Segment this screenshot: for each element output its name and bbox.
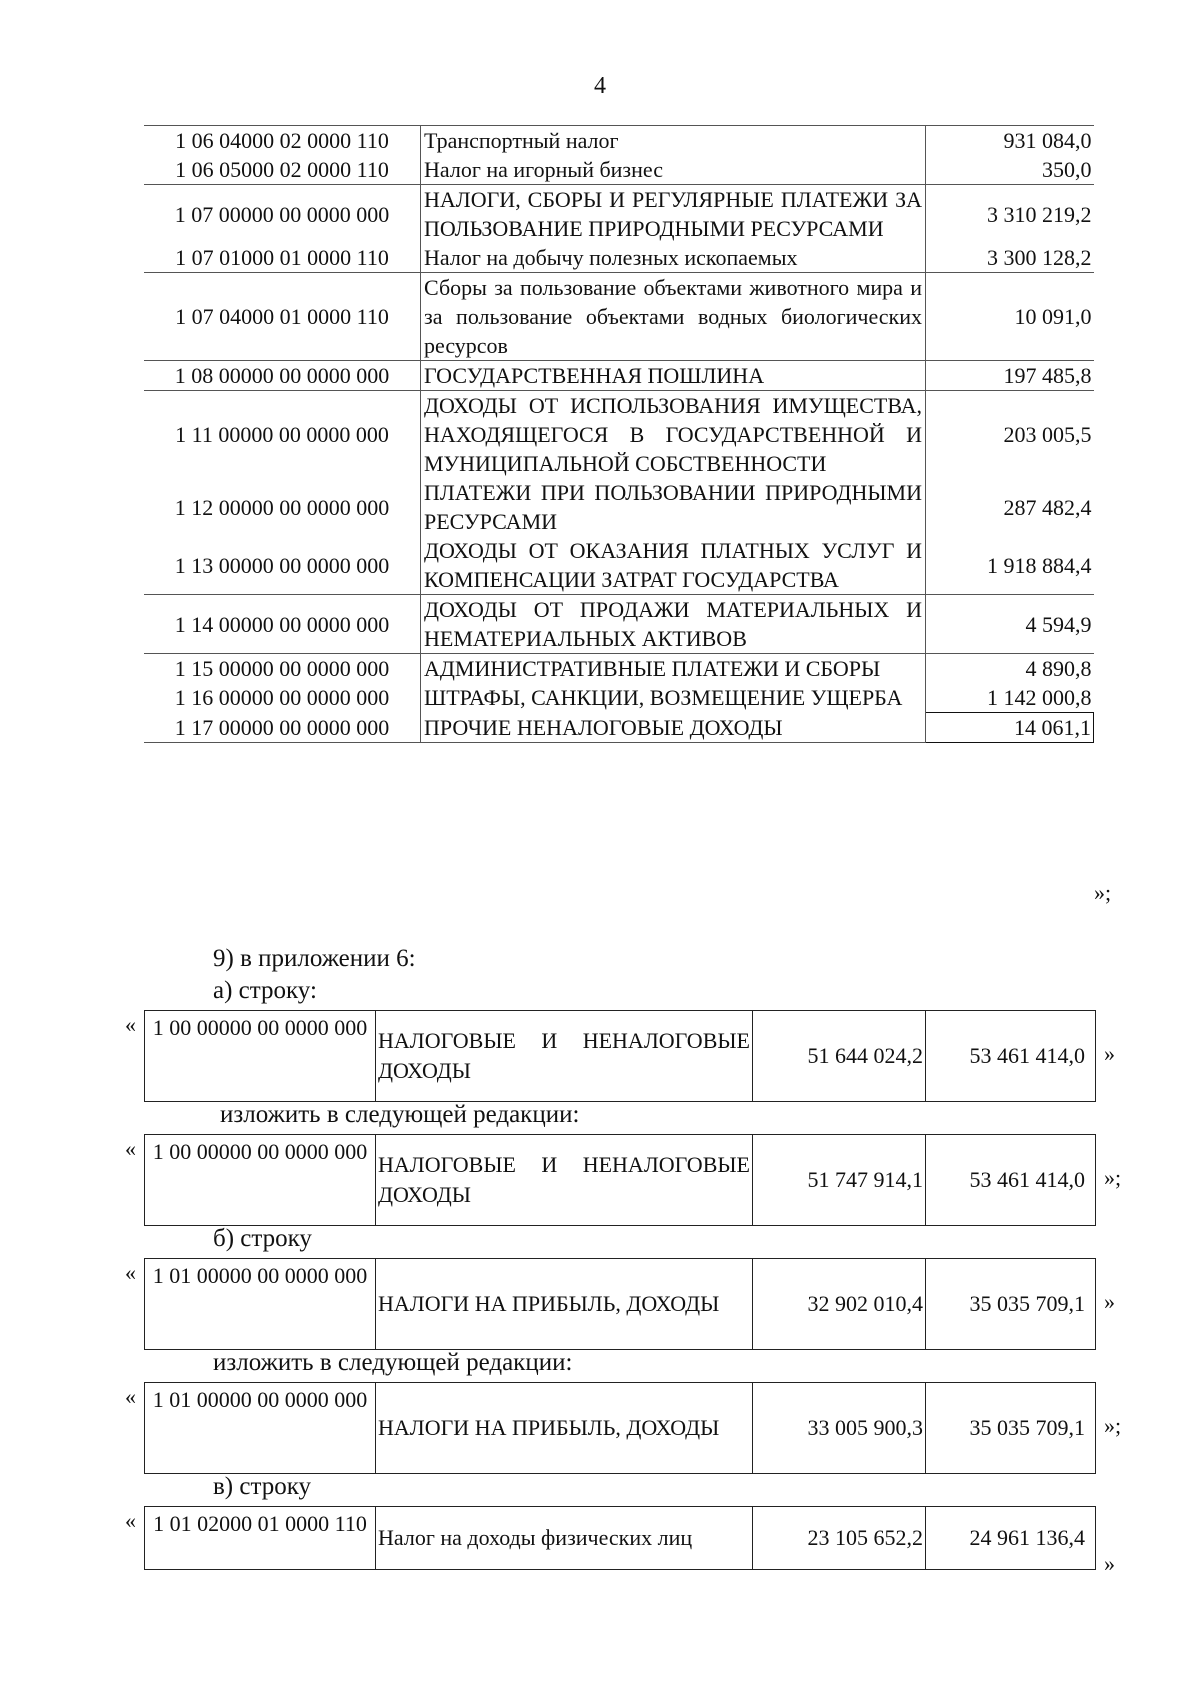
table-row xyxy=(144,273,1094,361)
row-name: НАЛОГИ, СБОРЫ И РЕГУЛЯРНЫЕ ПЛАТЕЖИ ЗА ПОЛЬЗОВАНИЕ ПРИРОДНЫМИ РЕСУРСАМИ xyxy=(421,185,926,244)
table-row xyxy=(144,683,1094,713)
table-row xyxy=(144,713,1094,743)
row-name: АДМИНИСТРАТИВНЫЕ ПЛАТЕЖИ И СБОРЫ xyxy=(421,654,926,684)
amend-value-2: 53 461 414,0 xyxy=(969,1167,1085,1192)
open-quote: « xyxy=(125,1384,136,1409)
item-a-label: а) строку: xyxy=(213,977,317,1004)
row-name: Сборы за пользование объектами животного мира и за пользование объектами водных биологических ресурсов xyxy=(421,273,926,361)
row-name: Транспортный налог xyxy=(421,126,926,156)
amend-value-2: 35 035 709,1 xyxy=(969,1291,1085,1316)
amend-name: Налог на доходы физических лиц xyxy=(376,1507,753,1569)
row-code: 1 06 05000 02 0000 110 xyxy=(175,157,389,182)
row-code: 1 15 00000 00 0000 000 xyxy=(144,654,421,684)
row-name: ШТРАФЫ, САНКЦИИ, ВОЗМЕЩЕНИЕ УЩЕРБА xyxy=(421,683,926,713)
amend-value-2: 53 461 414,0 xyxy=(969,1043,1085,1068)
table-row xyxy=(144,654,1094,684)
amend-code: 1 01 02000 01 0000 110 xyxy=(145,1507,376,1569)
amend-value-2: 35 035 709,1 xyxy=(969,1415,1085,1440)
amend-row-a-new xyxy=(144,1134,1096,1226)
row-amount: 287 482,4 xyxy=(1003,494,1092,520)
amend-code: 1 00 00000 00 0000 000 xyxy=(145,1135,376,1225)
row-amount: 4 890,8 xyxy=(926,654,1094,684)
row-code: 1 14 00000 00 0000 000 xyxy=(144,595,421,654)
row-name: ПРОЧИЕ НЕНАЛОГОВЫЕ ДОХОДЫ xyxy=(421,713,926,743)
row-name: ПЛАТЕЖИ ПРИ ПОЛЬЗОВАНИИ ПРИРОДНЫМИ РЕСУРСАМИ xyxy=(421,478,926,536)
page-number: 4 xyxy=(594,73,606,99)
amend-code: 1 01 00000 00 0000 000 xyxy=(145,1259,376,1349)
revenue-table xyxy=(144,125,1094,743)
amend-value-1: 51 747 914,1 xyxy=(753,1135,926,1225)
replace-label: изложить в следующей редакции: xyxy=(220,1101,580,1128)
open-quote: « xyxy=(125,1508,136,1533)
section-9-heading: 9) в приложении 6: xyxy=(213,945,416,972)
table-row xyxy=(144,391,1094,479)
amend-code: 1 00 00000 00 0000 000 xyxy=(145,1011,376,1101)
row-code: 1 16 00000 00 0000 000 xyxy=(174,685,390,711)
row-amount: 4 594,9 xyxy=(926,595,1094,654)
row-amount: 197 485,8 xyxy=(926,361,1094,391)
table-row xyxy=(144,536,1094,595)
table-row xyxy=(144,478,1094,536)
row-name: Налог на игорный бизнес xyxy=(421,155,926,185)
open-quote: « xyxy=(125,1260,136,1285)
table-row xyxy=(144,595,1094,654)
row-amount: 1 918 884,4 xyxy=(987,552,1092,578)
close-quote: »; xyxy=(1104,1413,1122,1438)
amend-name: НАЛОГОВЫЕ И НЕНАЛОГОВЫЕ ДОХОДЫ xyxy=(376,1135,753,1225)
row-code: 1 07 00000 00 0000 000 xyxy=(144,185,421,244)
amend-value-1: 33 005 900,3 xyxy=(753,1383,926,1473)
row-name: Налог на добычу полезных ископаемых xyxy=(421,243,926,273)
replace-label: изложить в следующей редакции: xyxy=(213,1349,573,1376)
row-code: 1 08 00000 00 0000 000 xyxy=(144,361,421,391)
row-amount: 1 142 000,8 xyxy=(987,685,1092,710)
item-v-label: в) строку xyxy=(213,1473,311,1500)
amend-name: НАЛОГОВЫЕ И НЕНАЛОГОВЫЕ ДОХОДЫ xyxy=(376,1011,753,1101)
amend-row-b-new xyxy=(144,1382,1096,1474)
open-quote: « xyxy=(125,1136,136,1161)
close-quote: » xyxy=(1104,1289,1115,1314)
row-amount: 3 310 219,2 xyxy=(926,185,1094,244)
amend-name: НАЛОГИ НА ПРИБЫЛЬ, ДОХОДЫ xyxy=(376,1383,753,1473)
amend-value-1: 23 105 652,2 xyxy=(753,1507,926,1569)
table-row xyxy=(144,126,1094,156)
row-name: ГОСУДАРСТВЕННАЯ ПОШЛИНА xyxy=(421,361,926,391)
row-code: 1 06 04000 02 0000 110 xyxy=(144,126,421,156)
row-code: 1 13 00000 00 0000 000 xyxy=(174,552,390,578)
amend-value-2: 24 961 136,4 xyxy=(969,1525,1085,1550)
row-amount: 931 084,0 xyxy=(926,126,1094,156)
amend-value-1: 32 902 010,4 xyxy=(753,1259,926,1349)
row-code: 1 17 00000 00 0000 000 xyxy=(144,713,421,743)
close-quote: »; xyxy=(1104,1165,1122,1190)
row-amount: 350,0 xyxy=(1042,157,1092,182)
table-row xyxy=(144,155,1094,185)
close-quote: » xyxy=(1104,1041,1115,1066)
item-b-label: б) строку xyxy=(213,1225,312,1252)
row-amount: 3 300 128,2 xyxy=(987,245,1092,270)
amend-row-a-old xyxy=(144,1010,1096,1102)
table-row xyxy=(144,243,1094,273)
amend-name: НАЛОГИ НА ПРИБЫЛЬ, ДОХОДЫ xyxy=(376,1259,753,1349)
amend-value-1: 51 644 024,2 xyxy=(753,1011,926,1101)
amend-row-v-old xyxy=(144,1506,1096,1570)
row-name: ДОХОДЫ ОТ ОКАЗАНИЯ ПЛАТНЫХ УСЛУГ И КОМПЕНСАЦИИ ЗАТРАТ ГОСУДАРСТВА xyxy=(421,536,926,595)
row-name: ДОХОДЫ ОТ ПРОДАЖИ МАТЕРИАЛЬНЫХ И НЕМАТЕРИАЛЬНЫХ АКТИВОВ xyxy=(421,595,926,654)
row-code: 1 11 00000 00 0000 000 xyxy=(144,391,421,479)
row-amount: 10 091,0 xyxy=(926,273,1094,361)
row-code: 1 07 01000 01 0000 110 xyxy=(175,245,389,270)
row-amount: 14 061,1 xyxy=(926,713,1094,743)
amend-code: 1 01 00000 00 0000 000 xyxy=(145,1383,376,1473)
table-closing-quote: »; xyxy=(1094,880,1112,905)
row-amount: 203 005,5 xyxy=(926,391,1094,479)
row-name: ДОХОДЫ ОТ ИСПОЛЬЗОВАНИЯ ИМУЩЕСТВА, НАХОДЯЩЕГОСЯ В ГОСУДАРСТВЕННОЙ И МУНИЦИПАЛЬНОЙ СОБСТВЕННОСТИ xyxy=(421,391,926,479)
row-code: 1 07 04000 01 0000 110 xyxy=(144,273,421,361)
table-row xyxy=(144,361,1094,391)
close-quote: » xyxy=(1104,1551,1115,1576)
open-quote: « xyxy=(125,1012,136,1037)
table-row xyxy=(144,185,1094,244)
amend-row-b-old xyxy=(144,1258,1096,1350)
row-code: 1 12 00000 00 0000 000 xyxy=(174,494,390,520)
